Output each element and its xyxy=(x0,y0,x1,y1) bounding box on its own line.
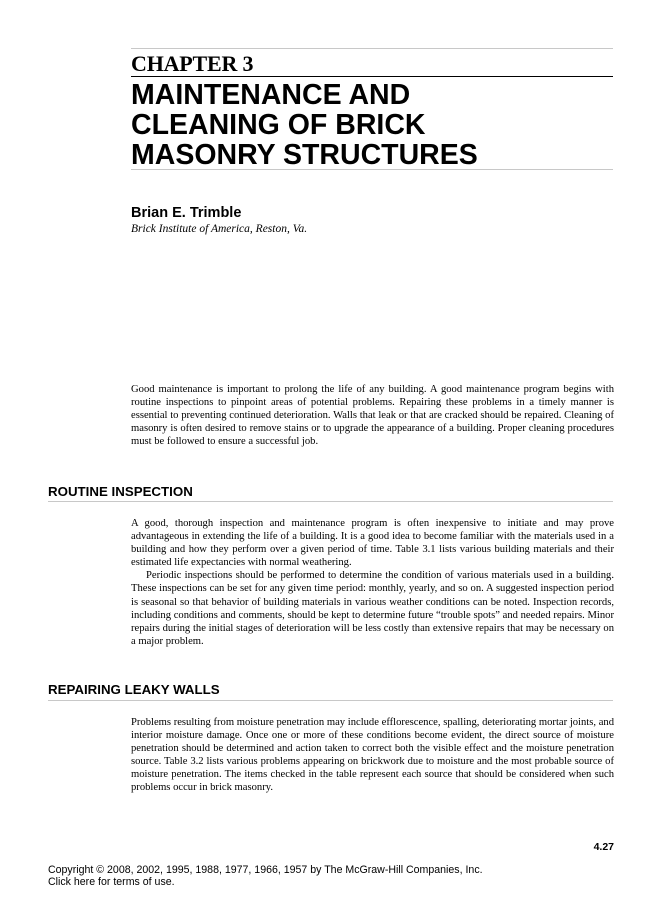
body-paragraph: Periodic inspections should be performed to determine the condition of various materials used in a building. These inspections can be set for any given time period: monthly, yearly, and so on. A suggested inspection period is seasonal so that behavior of building materials in various weather conditions can be noted. Inspection records, including conditions and comments, should be kept to determine future “trouble spots” and needed repairs. Minor repairs during the initial stages of deterioration will be less costly than extensive repairs that may be necessary on a major problem. xyxy=(131,570,614,647)
section-rule xyxy=(48,501,613,502)
section-heading-routine-inspection: ROUTINE INSPECTION xyxy=(48,484,193,499)
section-heading-repairing-leaky-walls: REPAIRING LEAKY WALLS xyxy=(48,682,220,697)
copyright-notice: Copyright © 2008, 2002, 1995, 1988, 1977, 1966, 1957 by The McGraw-Hill Companies, Inc. xyxy=(48,864,483,876)
intro-text: Good maintenance is important to prolong the life of any building. A good maintenance program begins with routine inspections to pinpoint areas of potential problems. Repairing these problems in a timely manner is essential to preventing continued deterioration. Walls that leak or that are cracked should be repaired. Cleaning of masonry is often desired to remove stains or to upgrade the appearance of a building. Proper cleaning procedures must be followed to ensure a successful job. xyxy=(131,384,614,448)
chapter-rule xyxy=(131,76,613,77)
chapter-title-line: MAINTENANCE AND xyxy=(131,79,411,111)
section-rule xyxy=(48,700,613,701)
body-paragraph: Problems resulting from moisture penetration may include efflorescence, spalling, deteriorating mortar joints, and interior moisture damage. Once one or more of these conditions become evident, the direct source of moisture penetration should be determined and action taken to correct both the visible effect and the moisture penetration source. Table 3.2 lists various problems appearing on brickwork due to moisture and the most probable source of moisture penetration. The items checked in the table represent each source that should be considered when such problems occur in brick masonry. xyxy=(131,717,614,794)
body-paragraph: A good, thorough inspection and maintenance program is often inexpensive to initiate and may prove advantageous in extending the life of a building. It is a good idea to become familiar with the materials used in a building and how they perform over a given period of time. Table 3.1 lists various building materials and their estimated life expectancies with normal weathering. xyxy=(131,518,614,569)
chapter-title-line: CLEANING OF BRICK xyxy=(131,109,426,141)
title-bottom-rule xyxy=(131,169,613,170)
top-rule xyxy=(131,48,613,49)
author-affiliation: Brick Institute of America, Reston, Va. xyxy=(131,223,308,235)
chapter-title xyxy=(131,80,621,170)
routine-inspection-body xyxy=(131,517,614,648)
author-name: Brian E. Trimble xyxy=(131,205,242,221)
intro-paragraph xyxy=(131,383,614,448)
chapter-title-line: MASONRY STRUCTURES xyxy=(131,139,478,171)
repairing-leaky-walls-body xyxy=(131,716,614,795)
terms-of-use-link[interactable]: Click here for terms of use. xyxy=(48,876,175,888)
page-number: 4.27 xyxy=(593,841,614,853)
chapter-label: CHAPTER 3 xyxy=(131,51,254,76)
